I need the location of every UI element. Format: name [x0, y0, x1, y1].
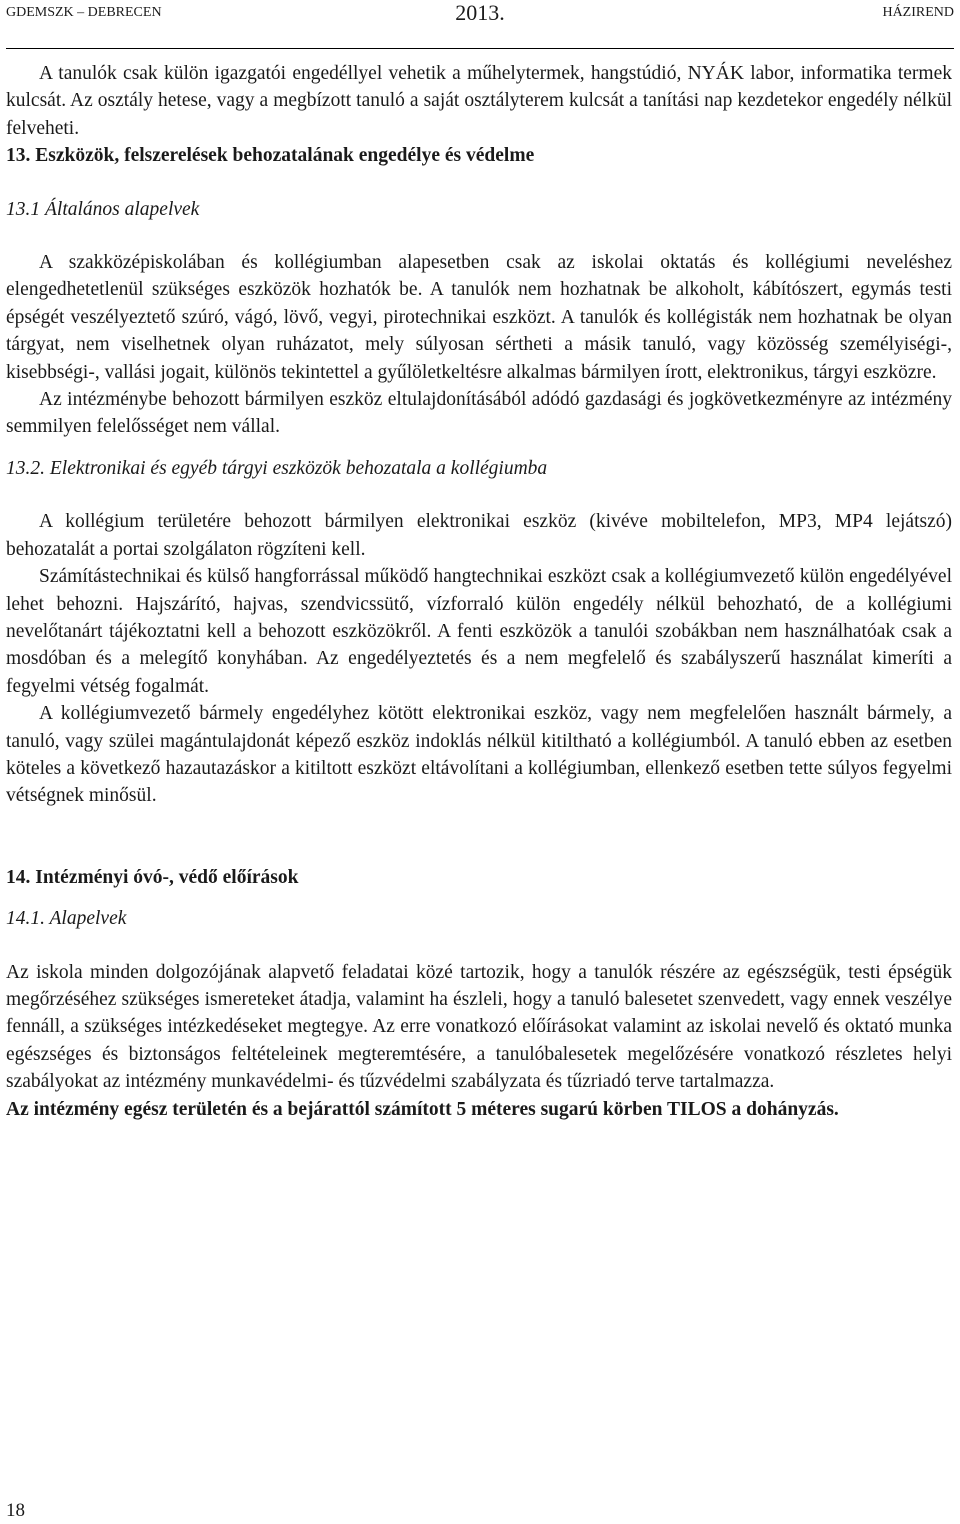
subsection-heading-13-1: 13.1 Általános alapelvek — [6, 198, 200, 220]
document-body — [6, 60, 952, 1123]
paragraph-14-1-a: Az iskola minden dolgozójának alapvető feladatai közé tartozik, hogy a tanulók részére az egészségük, testi épségük megőrzéséhez szükséges ismereteket átadja, valamint ha észleli, hogy a tanuló balesetet szenvedett, vagy ennek veszélye fennáll, a szükséges intézkedéseket megtegye. Az erre vonatkozó előírásokat valamint az iskolai nevelő és oktató munka egészséges és biztonságos feltételeinek megteremtésére, a tanulóbalesetek megelőzésére vonatkozó részletes helyi szabályokat az intézmény munkavédelmi- és tűzvédelmi szabályzata és tűzriadó terve tartalmazza. — [6, 961, 952, 1093]
header-school: GDEMSZK – DEBRECEN — [6, 5, 162, 20]
paragraph-13-2-b: Számítástechnikai és külső hangforrással működő hangtechnikai eszközt csak a kollégiumvezető külön engedélyével lehet behozni. Hajszárító, hajvas, szendvicssütő, vízforraló külön engedély nélkül behozható, de a kollégiumi nevelőtanárt tájékoztatni kell a behozott eszközökről. A fenti eszközök a tanulói szobákban nem használhatóak csak a mosdóban és a melegítő konyhában. Az engedélyeztetés és a nem megfelelő és szabályszerű használat kimeríti a fegyelmi vétség fogalmát. — [6, 566, 952, 697]
subsection-heading-13-2: 13.2. Elektronikai és egyéb tárgyi eszközök behozatala a kollégiumba — [6, 457, 548, 479]
page-number: 18 — [6, 1500, 25, 1521]
paragraph-13-1-b: Az intézménybe behozott bármilyen eszköz eltulajdonításából adódó gazdasági és jogkövetkezményre az intézmény semmilyen felelősséget nem vállal. — [6, 389, 952, 438]
paragraph-13-2-a: A kollégium területére behozott bármilyen elektronikai eszköz (kivéve mobiltelefon, MP3, MP4 lejátszó) behozatalát a portai szolgálaton rögzíteni kell. — [6, 511, 952, 560]
section-heading-14: 14. Intézményi óvó-, védő előírások — [6, 866, 299, 888]
paragraph-13-1-a: A szakközépiskolában és kollégiumban alapesetben csak az iskolai oktatás és kollégiumi neveléshez elengedhetetlenül szükséges eszközök hozhatók be. A tanulók nem hozhatnak be alkoholt, kábítószert, egymás testi épségét veszélyeztető szúró, vágó, lövő, vegyi, pirotechnikai eszközt. A tanulók és kollégisták nem hozhatnak be olyan tárgyat, nem viselhetnek olyan ruházatot, mely súlyosan sértheti a másik tanuló, vagy közösség személyiségi-, kisebbségi-, vallási jogait, különös tekintettel a gyűlöletkeltésre alkalmas bármilyen írott, elektronikus, tárgyi eszközre. — [6, 252, 952, 383]
subsection-heading-14-1: 14.1. Alapelvek — [6, 908, 127, 930]
header-doc-title: HÁZIREND — [882, 5, 954, 20]
section-heading-13: 13. Eszközök, felszerelések behozatalának engedélye és védelme — [6, 145, 535, 167]
paragraph-14-1-bold: Az intézmény egész területén és a bejárattól számított 5 méteres sugarú körben TILOS a dohányzás. — [6, 1098, 839, 1120]
intro-paragraph: A tanulók csak külön igazgatói engedéllyel vehetik a műhelytermek, hangstúdió, NYÁK labor, informatika termek kulcsát. Az osztály hetese, vagy a megbízott tanuló a saját osztályterem kulcsát a tanítási nap kezdetekor engedély nélkül felveheti. — [6, 63, 952, 139]
paragraph-13-2-c: A kollégiumvezető bármely engedélyhez kötött elektronikai eszköz, vagy nem megfelelően használt bármely, a tanuló, vagy szülei magántulajdonát képező eszköz indoklás nélkül kitiltható a kollégiumból. A tanuló ebben az esetben köteles a következő hazautazáskor a kitiltott eszközt eltávolítani a kollégiumban, ellenkező esetben tette súlyos fegyelmi vétségnek minősül. — [6, 703, 952, 807]
page-header — [6, 0, 954, 49]
header-year: 2013. — [455, 0, 505, 25]
